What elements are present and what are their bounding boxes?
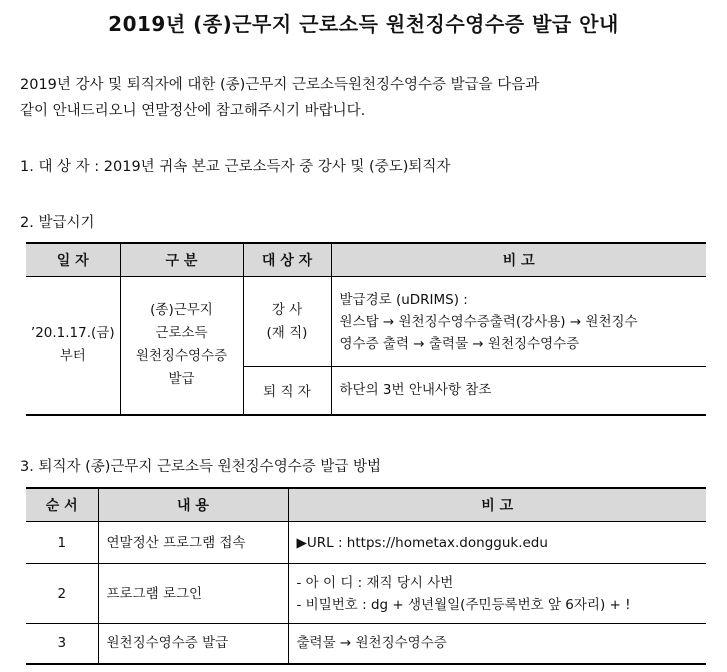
section-retiree-method: 3. 퇴직자 (종)근무지 근로소득 원천징수영수증 발급 방법 xyxy=(20,459,381,475)
output-text: 출력물 → 원천징수영수증 xyxy=(296,635,447,652)
lecturer-note-cell xyxy=(331,277,706,367)
page-title: 2019년 (종)근무지 근로소득 원천징수영수증 발급 안내 xyxy=(108,12,619,36)
step-note xyxy=(288,564,706,624)
step-number: 1 xyxy=(26,522,98,564)
note-line: 발급경로 (uDRIMS) : xyxy=(339,291,468,308)
category-line: 발급 xyxy=(168,371,195,388)
step-content: 프로그램 로그인 xyxy=(98,564,288,624)
table-row xyxy=(26,624,706,664)
section-target: 1. 대 상 자 : 2019년 귀속 본교 근로소득자 중 강사 및 (중도)퇴직자 xyxy=(20,159,451,175)
header-order: 순 서 xyxy=(26,488,98,522)
section-issue-period: 2. 발급시기 xyxy=(20,215,95,231)
note-line: 영수증 출력 → 출력물 → 원천징수영수증 xyxy=(339,335,580,352)
intro-line: 2019년 강사 및 퇴직자에 대한 (종)근무지 근로소득원천징수영수증 발급을 다음과 xyxy=(20,77,540,93)
header-remarks: 비 고 xyxy=(331,243,706,277)
step-content: 원천징수영수증 발급 xyxy=(98,624,288,664)
lecturer-cell xyxy=(243,277,331,367)
note-line: 원스탑 → 원천징수영수증출력(강사용) → 원천징수 xyxy=(339,313,638,330)
date-suffix: 부터 xyxy=(59,348,86,365)
step-note xyxy=(288,522,706,564)
step-content: 연말정산 프로그램 접속 xyxy=(98,522,288,564)
table-header-row xyxy=(26,243,706,277)
retiree-note-cell: 하단의 3번 안내사항 참조 xyxy=(331,367,706,415)
header-content: 내 용 xyxy=(98,488,288,522)
lecturer-label: 강 사 xyxy=(271,301,303,318)
intro-paragraph xyxy=(20,72,710,124)
date-cell xyxy=(26,277,120,415)
category-line: 근로소득 xyxy=(155,325,208,342)
table-row xyxy=(26,522,706,564)
id-text: - 아 이 디 : 재직 당시 사번 xyxy=(296,574,454,591)
step-number: 2 xyxy=(26,564,98,624)
step-note xyxy=(288,624,706,664)
header-remarks: 비 고 xyxy=(288,488,706,522)
url-text: ▶URL : https://hometax.dongguk.edu xyxy=(296,534,548,551)
table-row xyxy=(26,564,706,624)
category-line: 원천징수영수증 xyxy=(135,348,228,365)
header-category: 구 분 xyxy=(120,243,243,277)
password-text: - 비밀번호 : dg + 생년월일(주민등록번호 앞 6자리) + ! xyxy=(296,596,631,613)
header-target: 대 상 자 xyxy=(243,243,331,277)
table-header-row xyxy=(26,488,706,522)
step-number: 3 xyxy=(26,624,98,664)
category-cell xyxy=(120,277,243,415)
date-text: ’20.1.17.(금) xyxy=(30,325,115,342)
issue-period-table xyxy=(26,242,706,416)
lecturer-status: (재 직) xyxy=(266,324,308,341)
table-row xyxy=(26,277,706,367)
category-line: (종)근무지 xyxy=(150,302,213,319)
header-date: 일 자 xyxy=(26,243,120,277)
retiree-cell: 퇴 직 자 xyxy=(243,367,331,415)
intro-line: 같이 안내드리오니 연말정산에 참고해주시기 바랍니다. xyxy=(20,103,366,119)
retiree-method-table xyxy=(26,487,706,665)
